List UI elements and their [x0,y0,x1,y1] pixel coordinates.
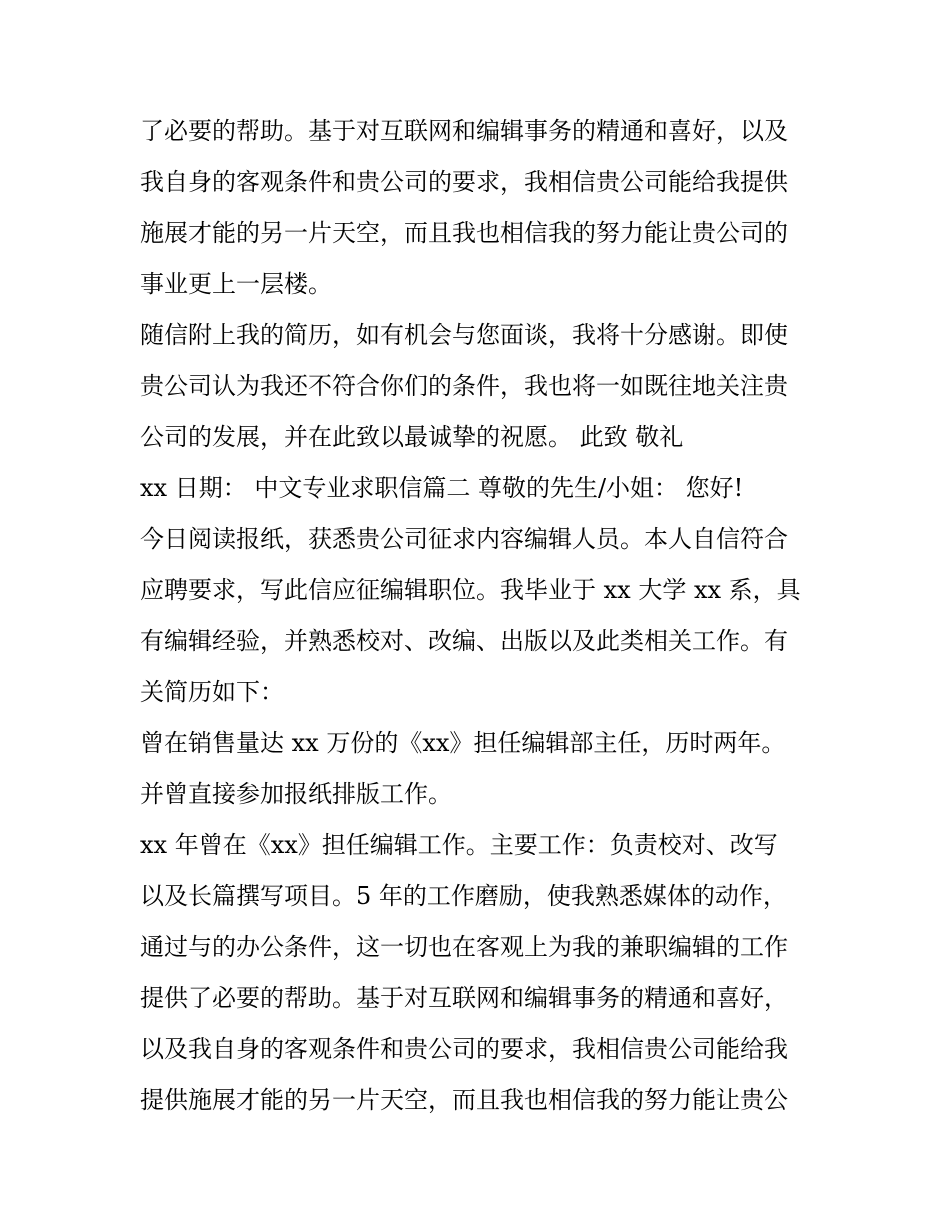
text-line: xx 年曾在《xx》担任编辑工作。主要工作：负责校对、改写 [140,831,778,859]
text-line: 提供施展才能的另一片天空，而且我也相信我的努力能让贵公 [140,1086,788,1114]
text-line: 关简历如下： [140,678,284,706]
text-line: 今日阅读报纸，获悉贵公司征求内容编辑人员。本人自信符合 [140,525,788,553]
text-line: xx 日期： 中文专业求职信篇二 尊敬的先生/小姐： 您好! [140,474,744,502]
text-line: 我自身的客观条件和贵公司的要求，我相信贵公司能给我提供 [140,168,788,196]
text-line: 贵公司认为我还不符合你们的条件，我也将一如既往地关注贵 [140,372,788,400]
text-line: 施展才能的另一片天空，而且我也相信我的努力能让贵公司的 [140,219,788,247]
text-line: 并曾直接参加报纸排版工作。 [140,780,452,808]
text-line: 了必要的帮助。基于对互联网和编辑事务的精通和喜好，以及 [140,117,788,145]
text-line: 以及我自身的客观条件和贵公司的要求，我相信贵公司能给我 [140,1035,788,1063]
document-body [140,106,820,1126]
text-line: 以及长篇撰写项目。5 年的工作磨励，使我熟悉媒体的动作， [140,882,787,910]
text-line: 随信附上我的简历，如有机会与您面谈，我将十分感谢。即使 [140,321,788,349]
text-line: 应聘要求，写此信应征编辑职位。我毕业于 xx 大学 xx 系，具 [140,576,801,604]
text-line: 曾在销售量达 xx 万份的《xx》担任编辑部主任，历时两年。 [140,729,786,757]
text-line: 通过与的办公条件，这一切也在客观上为我的兼职编辑的工作 [140,933,788,961]
text-line: 事业更上一层楼。 [140,270,332,298]
text-line: 公司的发展，并在此致以最诚挚的祝愿。 此致 敬礼 [140,423,684,451]
text-line: 提供了必要的帮助。基于对互联网和编辑事务的精通和喜好， [140,984,788,1012]
text-line: 有编辑经验，并熟悉校对、改编、出版以及此类相关工作。有 [140,627,788,655]
